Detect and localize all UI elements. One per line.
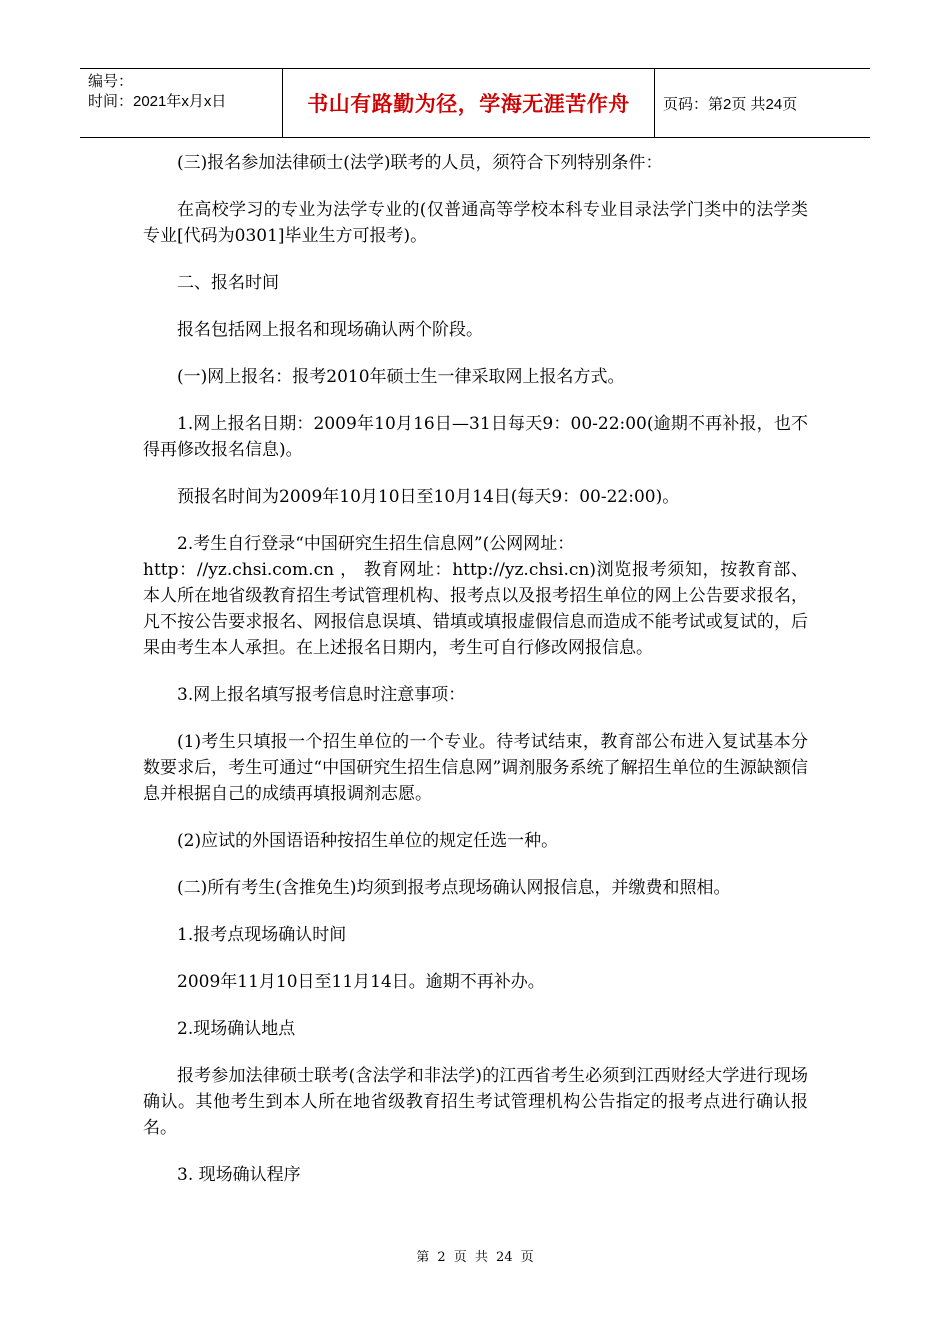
paragraph: 1.报考点现场确认时间 [177,925,347,945]
paragraph: 2009年11月10日至11月14日。逾期不再补办。 [177,972,545,992]
paragraph: 报名包括网上报名和现场确认两个阶段。 [177,320,483,340]
document-body [143,150,808,1209]
paragraph: (2)应试的外国语语种按招生单位的规定任选一种。 [177,831,559,851]
header-motto-cell [283,69,655,137]
header-page-code: 页码：第2页 共24页 [663,95,798,113]
paragraph: 3. 现场确认程序 [177,1165,301,1185]
header-motto: 书山有路勤为径，学海无涯苦作舟 [307,92,630,116]
page-header [80,68,870,138]
paragraph: (二)所有考生(含推免生)均须到报考点现场确认网报信息，并缴费和照相。 [177,878,731,898]
paragraph: 在高校学习的专业为法学专业的(仅普通高等学校本科专业目录法学门类中的法学类专业[代码为0301]毕业生方可报考)。 [143,200,808,246]
paragraph: 3.网上报名填写报考信息时注意事项： [177,685,466,705]
paragraph: (1)考生只填报一个招生单位的一个专业。待考试结束，教育部公布进入复试基本分数要求后，考生可通过“中国研究生招生信息网”调剂服务系统了解招生单位的生源缺额信息并根据自己的成绩再填报调剂志愿。 [143,732,808,804]
paragraph: (一)网上报名：报考2010年硕士生一律采取网上报名方式。 [177,367,625,387]
paragraph: (三)报名参加法律硕士(法学)联考的人员，须符合下列特别条件： [177,153,663,173]
paragraph: 2.考生自行登录“中国研究生招生信息网”(公网网址： [177,534,575,554]
page-footer [0,1246,950,1265]
paragraph: 1.网上报名日期：2009年10月16日—31日每天9：00-22:00(逾期不再补报，也不得再修改报名信息)。 [143,414,808,460]
paragraph: 2.现场确认地点 [177,1019,296,1039]
section-heading: 二、报名时间 [177,273,279,293]
header-meta-cell [80,69,283,137]
paragraph: 报考参加法律硕士联考(含法学和非法学)的江西省考生必须到江西财经大学进行现场确认。其他考生到本人所在地省级教育招生考试管理机构公告指定的报考点进行确认报名。 [143,1066,808,1138]
document-number-label: 编号： [88,73,134,90]
footer-page-number: 第 2 页 共 24 页 [416,1250,534,1265]
paragraph: http：//yz.chsi.com.cn ， 教育网址：http://yz.chsi.cn)浏览报考须知，按教育部、本人所在地省级教育招生考试管理机构、报考点以及报考招生单位的网上公告要求报名，凡不按公告要求报名、网报信息误填、错填或填报虚假信息而造成不能考试或复试的，后果由考生本人承担。在上述报名日期内，考生可自行修改网报信息。 [143,560,808,658]
header-page-cell [655,69,870,137]
paragraph: 预报名时间为2009年10月10日至10月14日(每天9：00-22:00)。 [177,487,680,507]
document-time-label: 时间：2021年x月x日 [88,93,227,110]
